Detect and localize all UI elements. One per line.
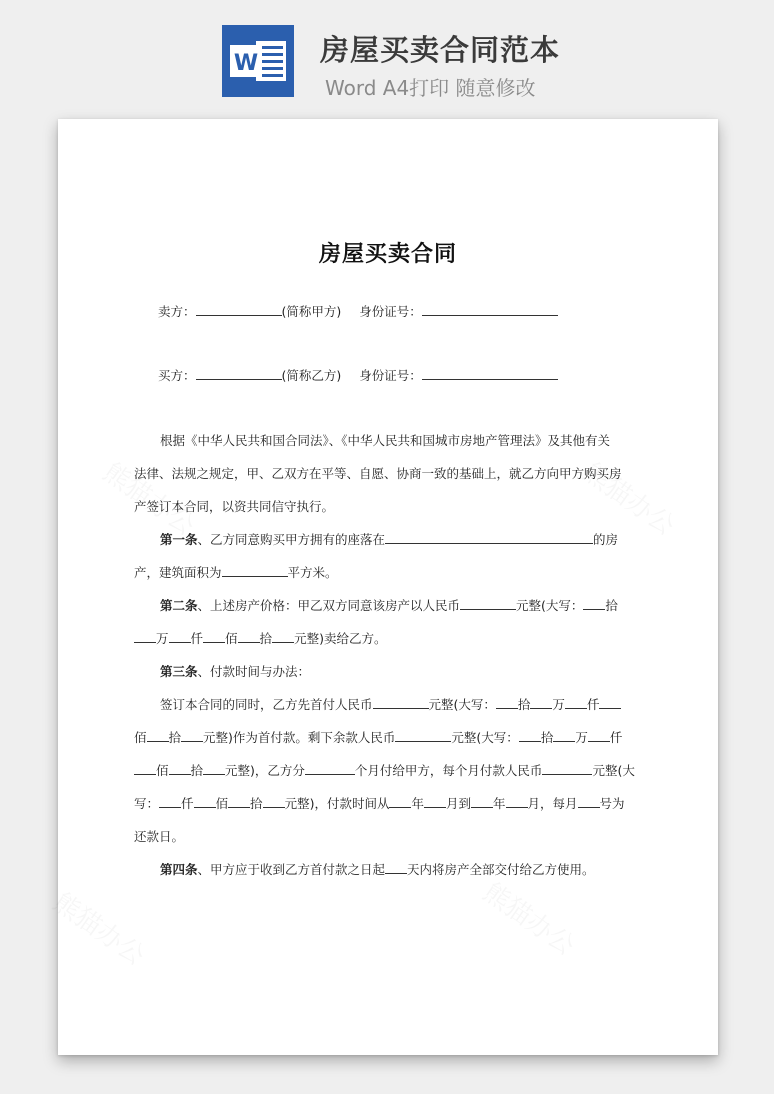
article-1-line-1 <box>160 530 618 548</box>
article-2-text: 拾 <box>605 598 618 613</box>
article-3-line-1 <box>160 662 310 680</box>
payment-text: 佰 <box>215 796 229 811</box>
article-3-heading: 第三条 <box>160 664 198 679</box>
buyer-name-blank[interactable] <box>196 367 282 380</box>
amount-words-blank[interactable] <box>588 729 610 742</box>
payment-text: 佰 <box>156 763 169 778</box>
payment-text: 万 <box>575 730 588 745</box>
balance-blank[interactable] <box>395 729 451 742</box>
buyer-short-label: (简称乙方) <box>281 368 342 383</box>
payment-text: 号为 <box>599 796 625 811</box>
down-payment-blank[interactable] <box>373 696 429 709</box>
payment-text: 仟 <box>586 697 600 712</box>
payment-text: 元整)作为首付款。剩下余款人民币 <box>203 730 396 745</box>
article-2-text: 万 <box>156 631 169 646</box>
amount-words-blank[interactable] <box>263 795 285 808</box>
amount-words-blank[interactable] <box>159 795 181 808</box>
article-1-text: 平方米。 <box>287 565 338 580</box>
header-banner <box>0 0 774 110</box>
intro-line-1: 根据《中华人民共和国合同法》、《中华人民共和国城市房地产管理法》及其他有关 <box>160 433 611 448</box>
payment-text: 仟 <box>181 796 194 811</box>
amount-words-blank[interactable] <box>194 795 216 808</box>
area-blank[interactable] <box>222 564 288 577</box>
article-1-text: 、乙方同意购买甲方拥有的座落在 <box>197 532 386 547</box>
price-words-blank[interactable] <box>203 630 225 643</box>
pay-day-blank[interactable] <box>578 795 600 808</box>
article-4-line-1 <box>160 860 595 878</box>
payment-text: 元整)，付款时间从 <box>284 796 390 811</box>
seller-label: 卖方： <box>158 304 196 319</box>
document-page <box>58 119 718 1055</box>
price-words-blank[interactable] <box>134 630 156 643</box>
payment-text: 年 <box>492 796 506 811</box>
monthly-amount-blank[interactable] <box>542 762 592 775</box>
payment-text: 签订本合同的同时，乙方先首付人民币 <box>160 697 373 712</box>
payment-text: 元整(大写： <box>428 697 496 712</box>
price-words-blank[interactable] <box>272 630 294 643</box>
banner-title: 房屋买卖合同范本 <box>320 33 561 67</box>
payment-text: 元整(大写： <box>451 730 519 745</box>
amount-words-blank[interactable] <box>599 696 621 709</box>
payment-text: 佰 <box>134 730 147 745</box>
price-words-blank[interactable] <box>238 630 260 643</box>
word-icon-letter: W <box>233 51 259 76</box>
amount-words-blank[interactable] <box>134 762 156 775</box>
location-blank[interactable] <box>385 531 593 544</box>
article-4-text: 、甲方应于收到乙方首付款之日起 <box>197 862 386 877</box>
article-2-heading: 第二条 <box>160 598 198 613</box>
buyer-id-blank[interactable] <box>422 367 558 380</box>
document-title: 房屋买卖合同 <box>318 242 457 267</box>
seller-short-label: (简称甲方) <box>281 304 342 319</box>
amount-words-blank[interactable] <box>519 729 541 742</box>
amount-words-blank[interactable] <box>530 696 552 709</box>
amount-words-blank[interactable] <box>181 729 203 742</box>
start-month-blank[interactable] <box>424 795 446 808</box>
seller-id-blank[interactable] <box>422 303 558 316</box>
payment-text: 拾 <box>168 730 182 745</box>
payment-line-1 <box>160 695 621 713</box>
payment-line-5: 还款日。 <box>134 829 185 844</box>
payment-text: 月，每月 <box>527 796 578 811</box>
amount-words-blank[interactable] <box>228 795 250 808</box>
seller-name-blank[interactable] <box>196 303 282 316</box>
amount-words-blank[interactable] <box>565 696 587 709</box>
price-words-blank[interactable] <box>583 597 605 610</box>
start-year-blank[interactable] <box>389 795 411 808</box>
payment-line-2 <box>134 728 622 746</box>
article-2-line-2 <box>134 629 386 647</box>
banner-subtitle: Word A4打印 随意修改 <box>325 76 536 100</box>
buyer-id-label: 身份证号： <box>359 368 422 383</box>
payment-text: 月到 <box>445 796 471 811</box>
watermark <box>477 873 583 963</box>
end-month-blank[interactable] <box>506 795 528 808</box>
buyer-line <box>158 366 558 384</box>
payment-text: 拾 <box>540 730 554 745</box>
article-1-line-2 <box>134 563 338 581</box>
payment-text: 拾 <box>517 697 531 712</box>
article-2-line-1 <box>160 596 618 614</box>
payment-line-3 <box>134 761 635 779</box>
payment-line-4 <box>134 794 625 812</box>
payment-text: 年 <box>411 796 424 811</box>
months-blank[interactable] <box>305 762 355 775</box>
payment-text: 元整)，乙方分 <box>225 763 305 778</box>
price-words-blank[interactable] <box>169 630 191 643</box>
article-4-heading: 第四条 <box>160 862 198 877</box>
price-blank[interactable] <box>460 597 516 610</box>
amount-words-blank[interactable] <box>169 762 191 775</box>
article-4-text: 天内将房产全部交付给乙方使用。 <box>407 862 595 877</box>
payment-text: 元整(大 <box>592 763 635 778</box>
article-2-text: 佰 <box>225 631 238 646</box>
delivery-days-blank[interactable] <box>385 861 407 874</box>
word-icon <box>222 25 294 97</box>
amount-words-blank[interactable] <box>203 762 225 775</box>
amount-words-blank[interactable] <box>147 729 169 742</box>
payment-text: 个月付给甲方，每个月付款人民币 <box>354 763 543 778</box>
payment-text: 万 <box>552 697 565 712</box>
seller-id-label: 身份证号： <box>359 304 422 319</box>
article-1-text: 的房 <box>593 532 619 547</box>
payment-text: 拾 <box>250 796 263 811</box>
end-year-blank[interactable] <box>471 795 493 808</box>
article-1-heading: 第一条 <box>160 532 198 547</box>
article-1-text: 产，建筑面积为 <box>134 565 222 580</box>
article-3-text: 、付款时间与办法： <box>197 664 311 679</box>
payment-text: 仟 <box>609 730 623 745</box>
payment-text: 拾 <box>190 763 204 778</box>
seller-line <box>158 302 558 320</box>
watermark <box>47 883 153 973</box>
article-2-text: 仟 <box>190 631 204 646</box>
article-2-text: 元整)卖给乙方。 <box>294 631 387 646</box>
payment-text: 写： <box>134 796 160 811</box>
amount-words-blank[interactable] <box>553 729 575 742</box>
article-2-text: 元整(大写： <box>516 598 584 613</box>
article-2-text: 、上述房产价格：甲乙双方同意该房产以人民币 <box>197 598 461 613</box>
intro-line-3: 产签订本合同，以资共同信守执行。 <box>134 499 335 514</box>
article-2-text: 拾 <box>259 631 273 646</box>
buyer-label: 买方： <box>158 368 196 383</box>
intro-line-2: 法律、法规之规定，甲、乙双方在平等、自愿、协商一致的基础上，就乙方向甲方购买房 <box>134 466 622 481</box>
amount-words-blank[interactable] <box>496 696 518 709</box>
